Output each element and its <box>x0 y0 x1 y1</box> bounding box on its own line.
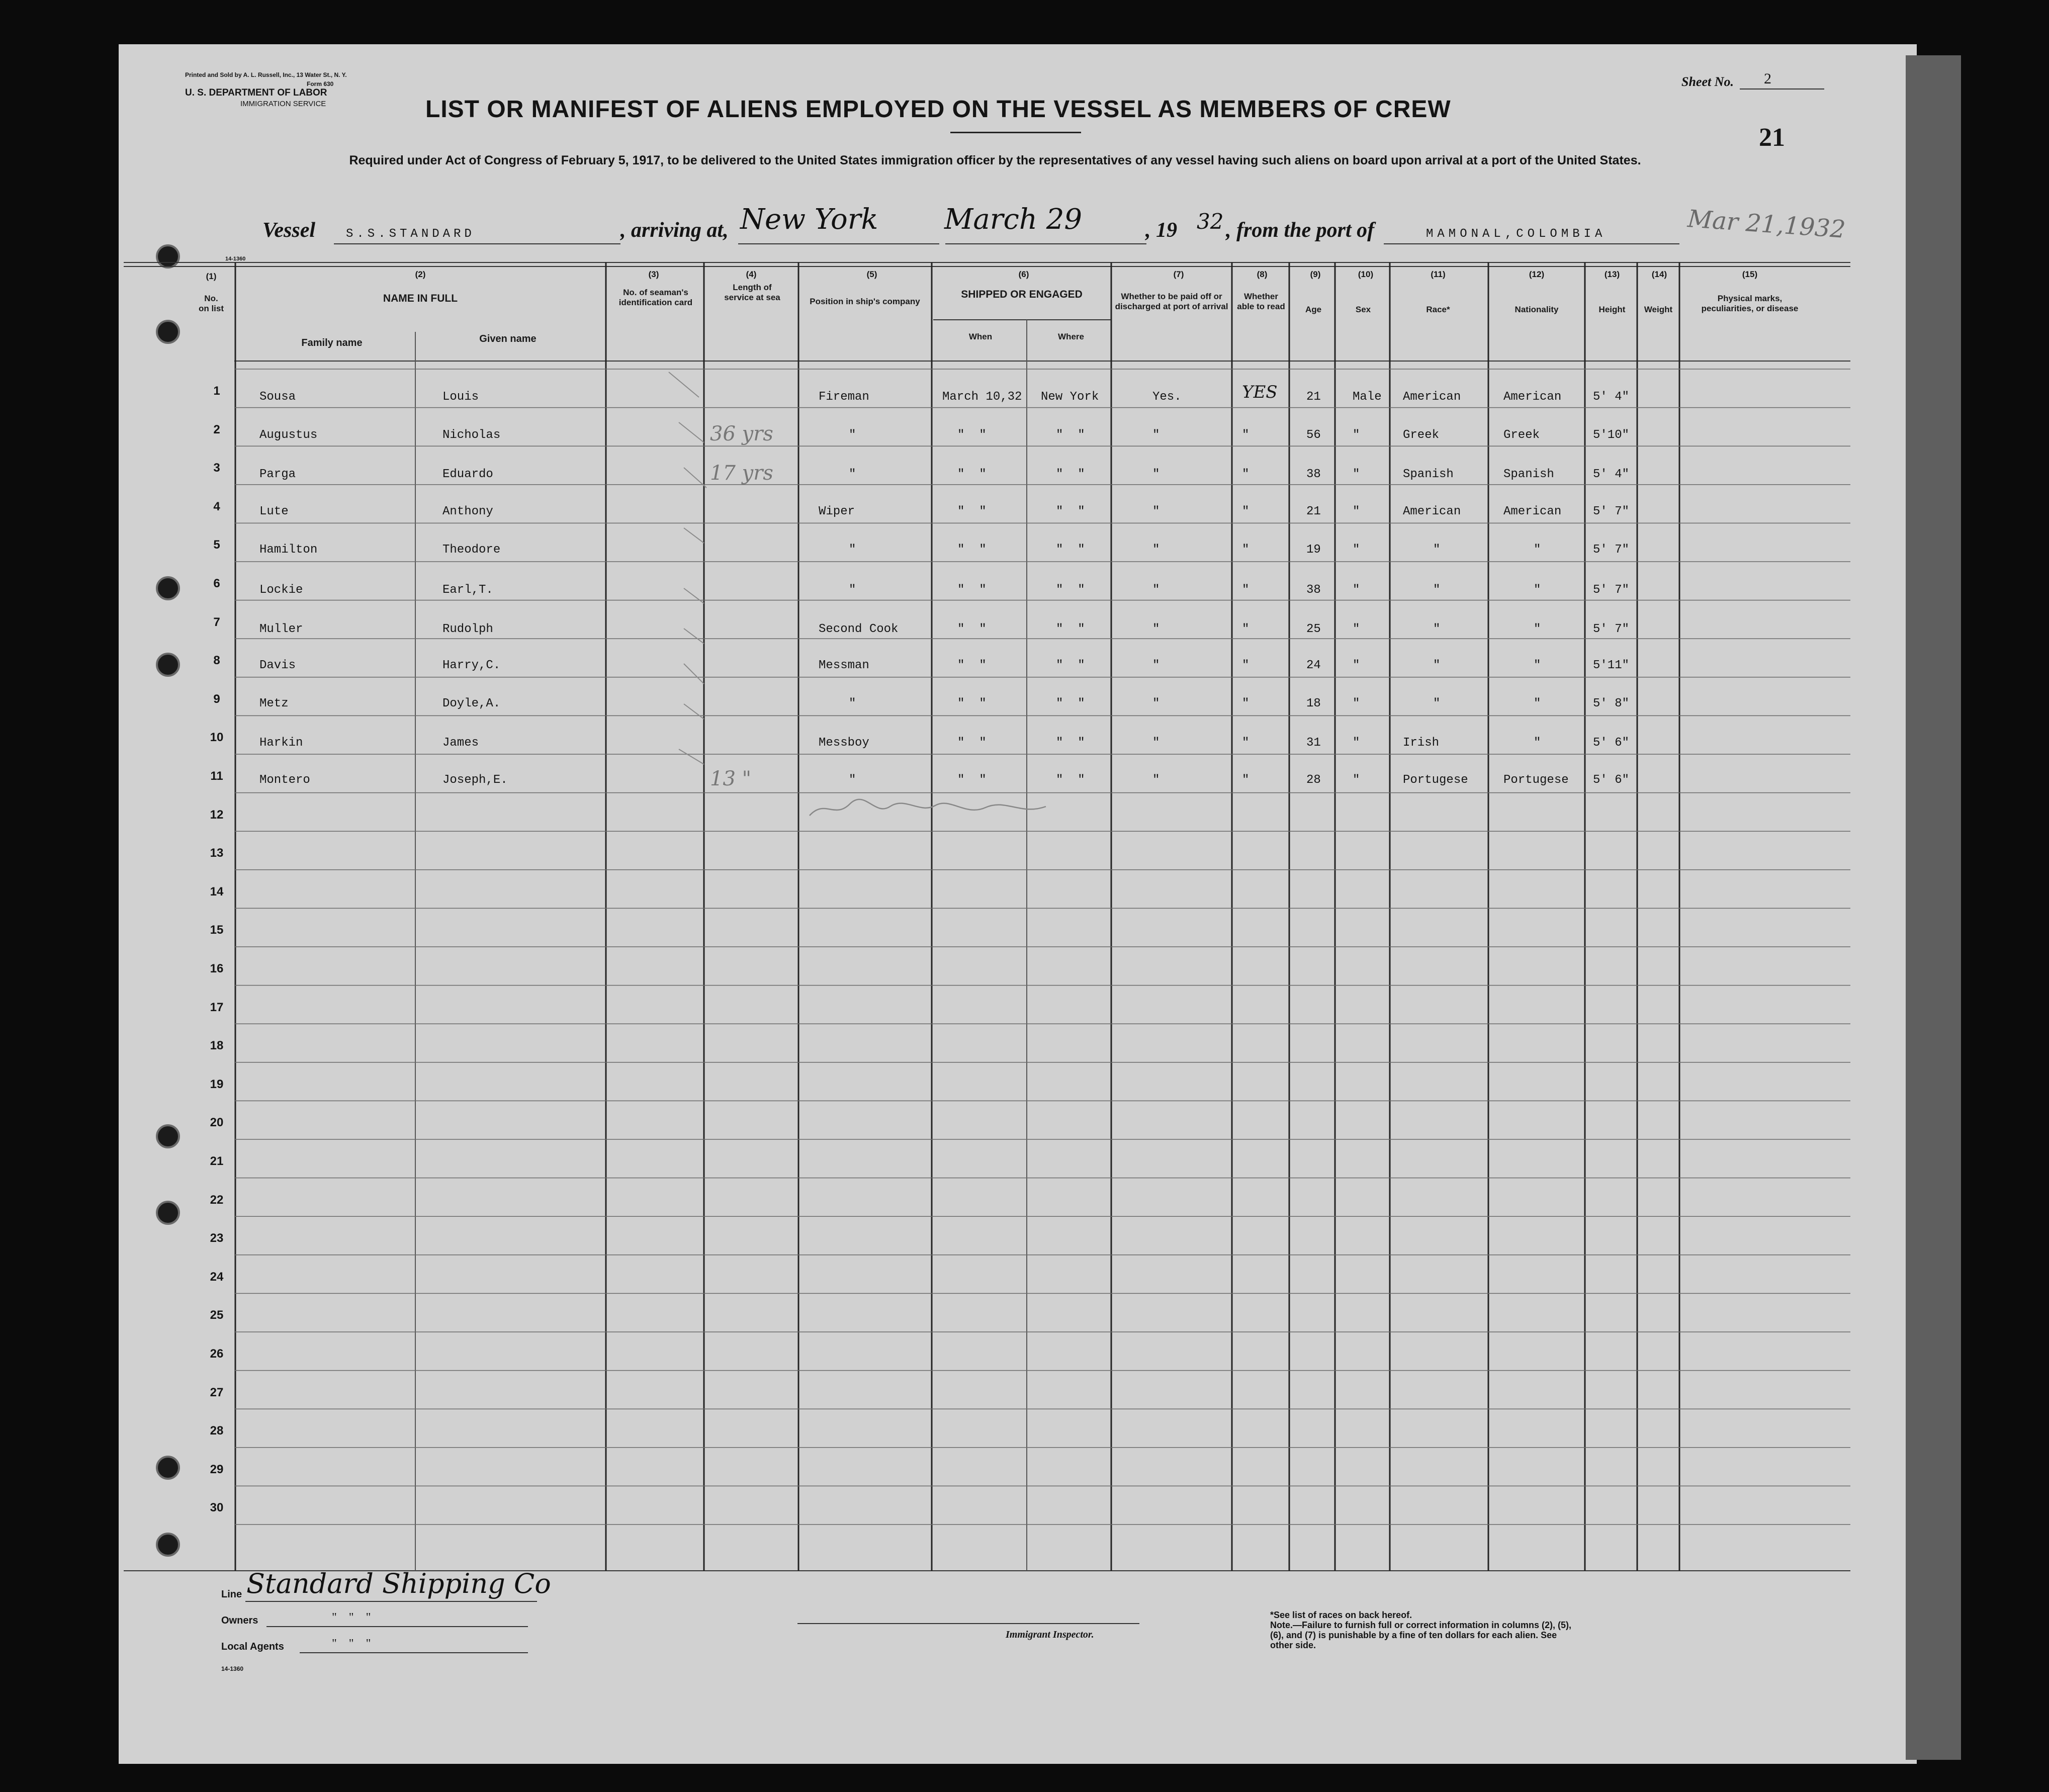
vessel-label: Vessel <box>262 219 315 242</box>
header-name-in-full: NAME IN FULL <box>383 293 458 304</box>
nationality-cell: Spanish <box>1503 468 1554 481</box>
able-read-cell: " <box>1242 659 1250 672</box>
shipped-when-cell: " " <box>957 505 987 518</box>
form-code-bottom: 14-1360 <box>221 1665 244 1672</box>
departure-date-stamp: Mar 21,1932 <box>1686 205 1847 244</box>
agents-label: Local Agents <box>221 1641 284 1652</box>
given-name-cell: Eduardo <box>442 468 493 481</box>
position-cell: Fireman <box>819 390 869 404</box>
race-cell: Greek <box>1403 428 1440 442</box>
form-number: Form 630 <box>307 80 334 87</box>
race-cell: Irish <box>1403 736 1440 750</box>
height-cell: 5' 7" <box>1593 622 1630 636</box>
header-length-service: Length of service at sea <box>724 283 780 302</box>
row-number: 25 <box>210 1308 224 1322</box>
race-cell: American <box>1403 505 1461 518</box>
row-number: 3 <box>213 461 220 475</box>
family-name-cell: Sousa <box>259 390 296 404</box>
shipped-when-cell: " " <box>957 697 987 710</box>
col-num-5: (5) <box>866 270 877 279</box>
row-number: 19 <box>210 1077 224 1091</box>
shipped-when-cell: " " <box>957 583 987 597</box>
family-name-cell: Lute <box>259 505 289 518</box>
form-code-top: 14-1360 <box>225 256 246 262</box>
able-read-cell: YES <box>1242 382 1278 402</box>
height-cell: 5' 7" <box>1593 583 1630 597</box>
height-cell: 5' 4" <box>1593 390 1630 404</box>
age-cell: 56 <box>1306 428 1321 442</box>
page-title: LIST OR MANIFEST OF ALIENS EMPLOYED ON THE VESSEL AS MEMBERS OF CREW <box>425 96 1451 123</box>
header-no-on-list: No. on list <box>198 294 224 313</box>
row-number: 13 <box>210 846 224 860</box>
row-number: 14 <box>210 884 224 899</box>
header-position: Position in ship's company <box>810 297 920 306</box>
height-cell: 5' 7" <box>1593 505 1630 518</box>
arriving-label: , arriving at, <box>620 219 729 242</box>
col-num-6: (6) <box>1018 270 1029 279</box>
col-num-9: (9) <box>1310 270 1321 279</box>
row-number: 10 <box>210 731 224 745</box>
header-paid-off: Whether to be paid off or discharged at port of arrival <box>1115 292 1228 311</box>
able-read-cell: " <box>1242 622 1250 636</box>
family-name-cell: Augustus <box>259 428 318 442</box>
header-race: Race* <box>1426 305 1450 314</box>
inspector-label: Immigrant Inspector. <box>1006 1629 1094 1640</box>
page-number: 21 <box>1759 123 1785 152</box>
arrival-year: 32 <box>1197 209 1224 234</box>
row-number: 29 <box>210 1462 224 1476</box>
nationality-cell: Portugese <box>1503 773 1569 787</box>
line-signature: Standard Shipping Co <box>246 1568 551 1599</box>
shipped-when-cell: March 10,32 <box>942 390 1022 404</box>
service-length-cell: 13 " <box>710 767 752 790</box>
row-number: 8 <box>213 654 220 668</box>
sex-cell: " <box>1353 697 1360 710</box>
row-number: 27 <box>210 1385 224 1399</box>
height-cell: 5' 8" <box>1593 697 1630 710</box>
row-number: 11 <box>210 769 223 783</box>
age-cell: 25 <box>1306 622 1321 636</box>
row-number: 15 <box>210 923 224 937</box>
shipped-where-cell: " " <box>1056 505 1085 518</box>
able-read-cell: " <box>1242 583 1250 597</box>
position-cell: Messman <box>819 659 869 672</box>
header-shipped: SHIPPED OR ENGAGED <box>961 289 1083 300</box>
row-number: 21 <box>210 1154 224 1168</box>
position-cell: " <box>849 697 856 710</box>
row-number: 7 <box>213 615 220 629</box>
position-cell: " <box>849 428 856 442</box>
given-name-cell: Harry,C. <box>442 659 501 672</box>
race-cell: " <box>1433 583 1441 597</box>
given-name-cell: Anthony <box>442 505 493 518</box>
position-cell: " <box>849 468 856 481</box>
family-name-cell: Lockie <box>259 583 303 597</box>
row-number: 12 <box>210 808 224 822</box>
able-read-cell: " <box>1242 468 1250 481</box>
col-num-4: (4) <box>746 270 757 279</box>
sex-cell: " <box>1353 773 1360 787</box>
col-num-8: (8) <box>1257 270 1268 279</box>
col-num-7: (7) <box>1173 270 1184 279</box>
nationality-cell: Greek <box>1503 428 1540 442</box>
family-name-cell: Parga <box>259 468 296 481</box>
shipped-where-cell: " " <box>1056 622 1085 636</box>
col-num-11: (11) <box>1431 270 1446 279</box>
nationality-cell: " <box>1534 659 1541 672</box>
age-cell: 28 <box>1306 773 1321 787</box>
row-number: 28 <box>210 1424 224 1438</box>
shipped-where-cell: " " <box>1056 543 1085 557</box>
header-height: Height <box>1598 305 1626 314</box>
header-given-name: Given name <box>479 333 537 344</box>
position-cell: " <box>849 583 856 597</box>
paid-off-cell: " <box>1152 773 1160 787</box>
age-cell: 19 <box>1306 543 1321 557</box>
year-prefix: , 19 <box>1145 219 1177 242</box>
paid-off-cell: " <box>1152 583 1160 597</box>
given-name-cell: Rudolph <box>442 622 493 636</box>
row-number: 6 <box>213 577 220 590</box>
agents-rule <box>300 1652 528 1653</box>
row-number: 1 <box>213 384 220 398</box>
header-able-read: Whether able to read <box>1237 292 1285 311</box>
shipped-when-cell: " " <box>957 736 987 750</box>
service-length-cell: 36 yrs <box>710 422 773 445</box>
race-cell: " <box>1433 622 1441 636</box>
given-name-cell: Doyle,A. <box>442 697 501 710</box>
col-num-2: (2) <box>415 270 426 279</box>
sex-cell: " <box>1353 428 1360 442</box>
penalty-note: Note.—Failure to furnish full or correct information in columns (2), (5), (6), and (7) is punishable by a fine of ten dollars for each alien. See other side. <box>1270 1620 1572 1650</box>
header-weight: Weight <box>1644 305 1673 314</box>
given-name-cell: Louis <box>442 390 479 404</box>
given-name-cell: Earl,T. <box>442 583 493 597</box>
header-age: Age <box>1305 305 1322 314</box>
sheet-number-label: Sheet No. <box>1681 74 1734 89</box>
shipped-when-cell: " " <box>957 659 987 672</box>
family-name-cell: Hamilton <box>259 543 318 557</box>
nationality-cell: " <box>1534 583 1541 597</box>
row-number: 23 <box>210 1231 224 1245</box>
row-number: 17 <box>210 1000 224 1014</box>
col-num-3: (3) <box>648 270 659 279</box>
row-number: 16 <box>210 962 224 975</box>
family-name-cell: Metz <box>259 697 289 710</box>
line-rule <box>245 1601 537 1602</box>
able-read-cell: " <box>1242 505 1250 518</box>
owners-rule <box>266 1626 528 1627</box>
inspector-signature-line <box>797 1623 1139 1624</box>
pencil-signature-mark <box>805 796 1056 822</box>
from-port-label: , from the port of <box>1226 219 1375 242</box>
height-cell: 5'11" <box>1593 659 1630 672</box>
col-num-10: (10) <box>1358 270 1374 279</box>
race-cell: American <box>1403 390 1461 404</box>
paid-off-cell: " <box>1152 468 1160 481</box>
age-cell: 38 <box>1306 583 1321 597</box>
col-num-15: (15) <box>1742 270 1758 279</box>
age-cell: 21 <box>1306 505 1321 518</box>
nationality-cell: American <box>1503 505 1562 518</box>
col-num-1: (1) <box>206 272 217 281</box>
header-nationality: Nationality <box>1515 305 1559 314</box>
row-number: 24 <box>210 1270 224 1284</box>
position-cell: Messboy <box>819 736 869 750</box>
row-number: 26 <box>210 1347 224 1361</box>
sex-cell: " <box>1353 622 1360 636</box>
row-number: 5 <box>213 538 220 552</box>
header-where: Where <box>1058 332 1084 341</box>
nationality-cell: " <box>1534 736 1541 750</box>
row-number: 9 <box>213 692 220 706</box>
header-when: When <box>968 332 993 341</box>
paid-off-cell: " <box>1152 543 1160 557</box>
printer-line: Printed and Sold by A. L. Russell, Inc., 13 Water St., N. Y. <box>185 71 347 78</box>
family-name-cell: Harkin <box>259 736 303 750</box>
position-cell: " <box>849 773 856 787</box>
able-read-cell: " <box>1242 736 1250 750</box>
race-cell: Spanish <box>1403 468 1454 481</box>
col-num-14: (14) <box>1651 270 1667 279</box>
row-number: 22 <box>210 1193 224 1207</box>
height-cell: 5' 7" <box>1593 543 1630 557</box>
able-read-cell: " <box>1242 428 1250 442</box>
shipped-where-cell: " " <box>1056 773 1085 787</box>
sex-cell: " <box>1353 583 1360 597</box>
shipped-where-cell: " " <box>1056 736 1085 750</box>
shipped-where-cell: New York <box>1041 390 1099 404</box>
race-cell: " <box>1433 543 1441 557</box>
able-read-cell: " <box>1242 543 1250 557</box>
paid-off-cell: " <box>1152 697 1160 710</box>
arrival-port: New York <box>740 203 878 236</box>
sheet-number-value: 2 <box>1764 70 1771 87</box>
owners-value: " " " <box>332 1611 371 1624</box>
row-number: 30 <box>210 1501 224 1515</box>
shipped-where-cell: " " <box>1056 659 1085 672</box>
nationality-cell: " <box>1534 543 1541 557</box>
header-physical-marks: Physical marks, peculiarities, or disease <box>1701 294 1799 313</box>
shipped-where-cell: " " <box>1056 428 1085 442</box>
shipped-when-cell: " " <box>957 773 987 787</box>
row-number: 18 <box>210 1039 224 1053</box>
given-name-cell: Theodore <box>442 543 501 557</box>
race-cell: Portugese <box>1403 773 1468 787</box>
line-label: Line <box>221 1589 242 1600</box>
col-num-12: (12) <box>1529 270 1545 279</box>
able-read-cell: " <box>1242 773 1250 787</box>
able-read-cell: " <box>1242 697 1250 710</box>
sex-cell: " <box>1353 505 1360 518</box>
position-cell: Wiper <box>819 505 855 518</box>
departure-port: MAMONAL,COLOMBIA <box>1426 227 1607 241</box>
height-cell: 5' 4" <box>1593 468 1630 481</box>
paid-off-cell: " <box>1152 622 1160 636</box>
shipped-where-cell: " " <box>1056 697 1085 710</box>
age-cell: 31 <box>1306 736 1321 750</box>
race-cell: " <box>1433 697 1441 710</box>
given-name-cell: Joseph,E. <box>442 773 508 787</box>
paid-off-cell: Yes. <box>1152 390 1182 404</box>
department-name: U. S. DEPARTMENT OF LABOR <box>185 87 327 98</box>
service-name: IMMIGRATION SERVICE <box>240 100 326 108</box>
shipped-when-cell: " " <box>957 428 987 442</box>
nationality-cell: " <box>1534 697 1541 710</box>
position-cell: Second Cook <box>819 622 899 636</box>
sex-cell: " <box>1353 468 1360 481</box>
races-note: *See list of races on back hereof. <box>1270 1610 1412 1620</box>
row-number: 20 <box>210 1116 224 1130</box>
paid-off-cell: " <box>1152 659 1160 672</box>
height-cell: 5' 6" <box>1593 736 1630 750</box>
sex-cell: " <box>1353 736 1360 750</box>
header-sex: Sex <box>1355 305 1371 314</box>
sex-cell: Male <box>1353 390 1382 404</box>
vessel-name: S.S.STANDARD <box>346 227 475 241</box>
height-cell: 5' 6" <box>1593 773 1630 787</box>
owners-label: Owners <box>221 1615 258 1626</box>
service-length-cell: 17 yrs <box>710 462 773 485</box>
family-name-cell: Muller <box>259 622 303 636</box>
nationality-cell: American <box>1503 390 1562 404</box>
given-name-cell: Nicholas <box>442 428 501 442</box>
height-cell: 5'10" <box>1593 428 1630 442</box>
age-cell: 38 <box>1306 468 1321 481</box>
sex-cell: " <box>1353 659 1360 672</box>
paid-off-cell: " <box>1152 428 1160 442</box>
paid-off-cell: " <box>1152 505 1160 518</box>
given-name-cell: James <box>442 736 479 750</box>
nationality-cell: " <box>1534 622 1541 636</box>
pencil-tick-marks <box>664 362 714 815</box>
age-cell: 24 <box>1306 659 1321 672</box>
paid-off-cell: " <box>1152 736 1160 750</box>
col-num-13: (13) <box>1604 270 1620 279</box>
position-cell: " <box>849 543 856 557</box>
header-family-name: Family name <box>301 337 363 348</box>
shipped-where-cell: " " <box>1056 583 1085 597</box>
row-number: 2 <box>213 422 220 436</box>
shipped-when-cell: " " <box>957 468 987 481</box>
family-name-cell: Davis <box>259 659 296 672</box>
agents-value: " " " <box>332 1637 371 1650</box>
page-subtitle: Required under Act of Congress of February 5, 1917, to be delivered to the United States immigration officer by the representatives of any vessel having such aliens on board upon arrival at a port of the United States. <box>349 153 1641 167</box>
age-cell: 18 <box>1306 697 1321 710</box>
sex-cell: " <box>1353 543 1360 557</box>
shipped-where-cell: " " <box>1056 468 1085 481</box>
race-cell: " <box>1433 659 1441 672</box>
arrival-date: March 29 <box>944 203 1082 236</box>
shipped-when-cell: " " <box>957 543 987 557</box>
row-number: 4 <box>213 499 220 513</box>
age-cell: 21 <box>1306 390 1321 404</box>
family-name-cell: Montero <box>259 773 310 787</box>
shipped-when-cell: " " <box>957 622 987 636</box>
header-id-card: No. of seaman's identification card <box>618 288 693 307</box>
